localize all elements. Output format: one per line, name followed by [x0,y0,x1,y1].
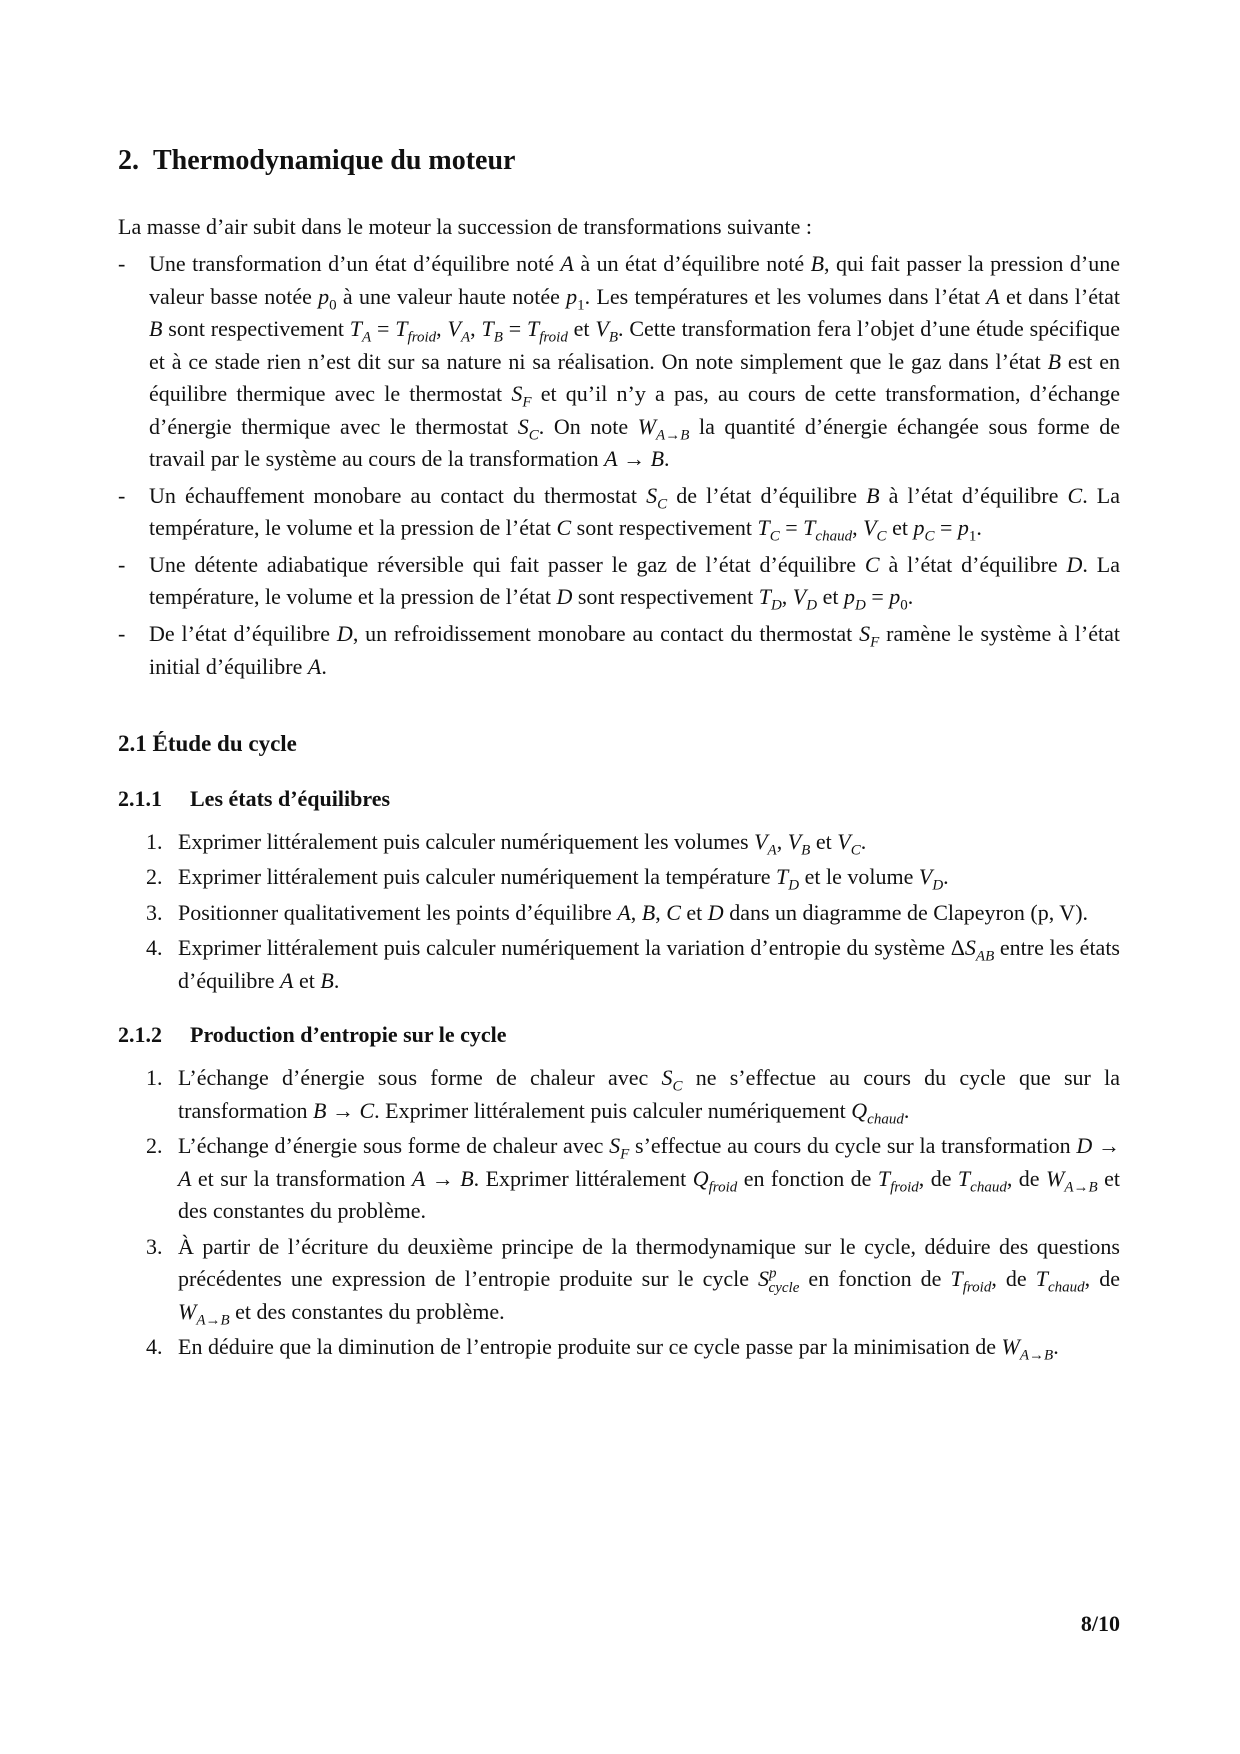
question-list [118,826,1120,998]
question-item: 3. Positionner qualitativement les points d’équilibre A, B, C et D dans un diagramme de Clapeyron (p, V). [146,899,1089,925]
question-item: 3. À partir de l’écriture du deuxième principe de la thermodynamique sur le cycle, déduire des questions précédentes une expression de l’entropie produite sur le cycle $S^p_{cycle}$ en fonction de $T_{froid}$, de $T_{chaud}$, de $W_{A\to B}$ et des constantes du problème. [146,1233,1121,1329]
page-content [118,140,1120,1367]
subsubsection-heading [118,783,1120,816]
question-item: 1. Exprimer littéralement puis calculer numériquement les volumes $V_A$, $V_B$ et $V_C$. [146,828,867,859]
subsubsection-title: Les états d’équilibres [190,786,391,812]
subsubsection-title: Production d’entropie sur le cycle [190,1022,507,1048]
list-item: - Une détente adiabatique réversible qui fait passer le gaz de l’état d’équilibre C à l’état d’équilibre D. La température, le volume et la pression de l’état D sont respectivement $T_D$, $V_D$ et $p_D = p_0$. [118,551,1120,614]
list-item: - Un échauffement monobare au contact du thermostat $S_C$ de l’état d’équilibre B à l’état d’équilibre C. La température, le volume et la pression de l’état C sont respectivement $T_C = T_{chaud}$, $V_C$ et $p_C = p_1$. [118,482,1121,545]
question-item: 2. Exprimer littéralement puis calculer numériquement la température $T_D$ et le volume $V_D$. [146,864,949,894]
intro-paragraph: La masse d’air subit dans le moteur la succession de transformations suivante : [118,214,813,240]
question-list [118,1062,1120,1364]
subsubsection-number: 2.1.1 [118,786,162,812]
subsubsection-heading [118,1019,1120,1052]
section-title: Thermodynamique du moteur [153,145,516,176]
question-item: 4. En déduire que la diminution de l’entropie produite sur ce cycle passe par la minimisation de $W_{A\to B}$. [146,1334,1059,1364]
subsection-heading: 2.1 Étude du cycle [118,731,297,757]
question-item: 1. L’échange d’énergie sous forme de chaleur avec $S_C$ ne s’effectue au cours du cycle que sur la transformation B → C. Exprimer littéralement puis calculer numériquement $Q_{chaud}$. [146,1064,1120,1127]
page-number: 8/10 [1080,1611,1120,1636]
list-item: - Une transformation d’un état d’équilibre noté A à un état d’équilibre noté B, qui fait passer la pression d’une valeur basse notée $p_0$ à une valeur haute notée $p_1$. Les températures et les volumes dans l’état A et dans l’état B sont respectivement $T_A = T_{froid}$, $V_A$, $T_B = T_{froid}$ et $V_B$. Cette transformation fera l’objet d’une étude spécifique et à ce stade rien n’est dit sur sa nature ni sa réalisation. On note simplement que le gaz dans l’état B est en équilibre thermique avec le thermostat $S_F$ et qu’il n’y a pas, au cours de cette transformation, d’échange d’énergie thermique avec le thermostat $S_C$. On note $W_{A\to B}$ la quantité d’énergie échangée sous forme de travail par le système au cours de la transformation A → B. [118,250,1121,472]
section-number: 2. [118,145,139,176]
transformation-list [118,248,1120,683]
question-item: 4. Exprimer littéralement puis calculer numériquement la variation d’entropie du système $\Delta S_{AB}$ entre les états d’équilibre A et B. [146,935,1120,993]
section-heading [118,140,1120,181]
question-item: 2. L’échange d’énergie sous forme de chaleur avec $S_F$ s’effectue au cours du cycle sur la transformation D → A et sur la transformation A → B. Exprimer littéralement $Q_{froid}$ en fonction de $T_{froid}$, de $T_{chaud}$, de $W_{A\to B}$ et des constantes du problème. [146,1133,1121,1224]
list-item: - De l’état d’équilibre D, un refroidissement monobare au contact du thermostat $S_F$ ramène le système à l’état initial d’équilibre A. [118,621,1120,679]
subsubsection-number: 2.1.2 [118,1022,162,1048]
